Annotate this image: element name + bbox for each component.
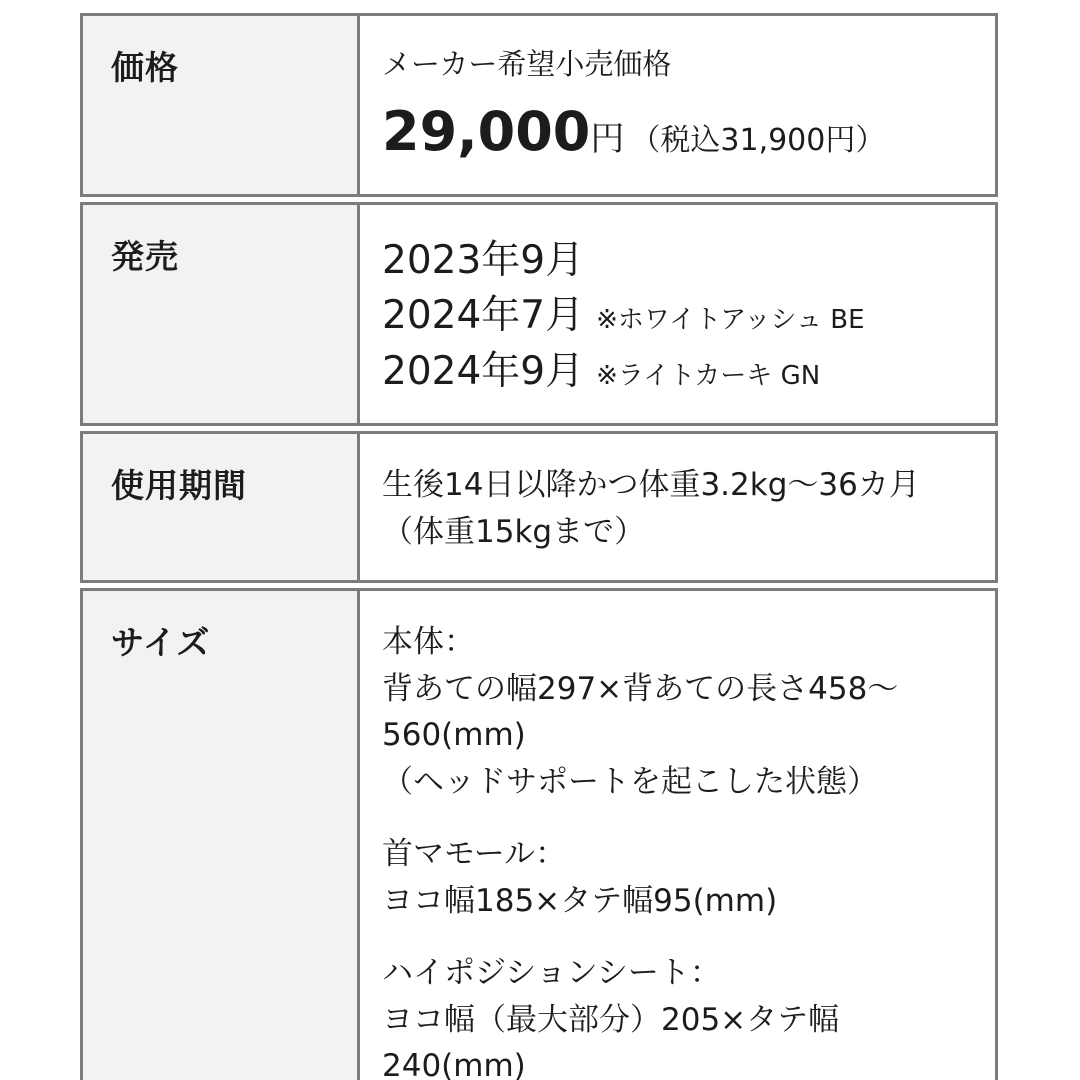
price-tax-included-note: （税込31,900円）	[630, 122, 886, 158]
size-section-title: ハイポジションシート：	[382, 955, 721, 991]
release-date-line	[382, 233, 975, 288]
usage-period-row-label: 使用期間	[111, 466, 247, 505]
price-amount: 29,000	[382, 99, 591, 163]
usage-period-line: （体重15kgまで）	[382, 513, 646, 550]
size-section-body	[382, 619, 975, 805]
size-line: 560(mm)	[382, 717, 526, 753]
size-section-title: 首マモール：	[382, 836, 567, 872]
product-spec-table	[80, 8, 998, 1080]
release-date-note: ※ホワイトアッシュ BE	[596, 305, 865, 336]
usage-period-line: 生後14日以降かつ体重3.2kg〜36カ月	[382, 467, 920, 503]
usage-period-row-content	[357, 431, 998, 583]
table-row-usage-period	[80, 431, 998, 583]
usage-period-row-header	[80, 431, 357, 583]
table-row-price	[80, 13, 998, 197]
release-row-header	[80, 202, 357, 426]
size-row-content	[357, 588, 998, 1080]
price-row-label: 価格	[111, 48, 179, 87]
price-currency-unit: 円	[590, 118, 625, 159]
price-line	[382, 100, 975, 163]
size-line: ヨコ幅185×タテ幅95(mm)	[382, 882, 778, 919]
release-row-label: 発売	[111, 237, 179, 276]
size-row-label: サイズ	[111, 623, 211, 662]
size-line: （ヘッドサポートを起こした状態）	[382, 763, 878, 800]
release-date-note: ※ライトカーキ GN	[596, 360, 821, 391]
release-date: 2023年9月	[382, 238, 585, 283]
release-date-line	[382, 344, 975, 399]
release-date: 2024年9月	[382, 348, 585, 394]
table-row-release	[80, 202, 998, 426]
size-line: 背あての幅297×背あての長さ458〜	[382, 670, 899, 707]
size-row-header	[80, 588, 357, 1080]
msrp-label: メーカー希望小売価格	[382, 47, 672, 81]
size-section-high-position-seat	[382, 950, 975, 1080]
release-date: 2024年7月	[382, 293, 585, 339]
release-row-content	[357, 202, 998, 426]
price-row-header	[80, 13, 357, 197]
price-row-content	[357, 13, 998, 197]
size-section-neck-support	[382, 831, 975, 924]
size-line: ヨコ幅（最大部分）205×タテ幅240(mm)	[382, 1001, 840, 1080]
table-row-size	[80, 588, 998, 1080]
release-date-line	[382, 288, 975, 343]
size-section-title: 本体：	[382, 624, 475, 660]
